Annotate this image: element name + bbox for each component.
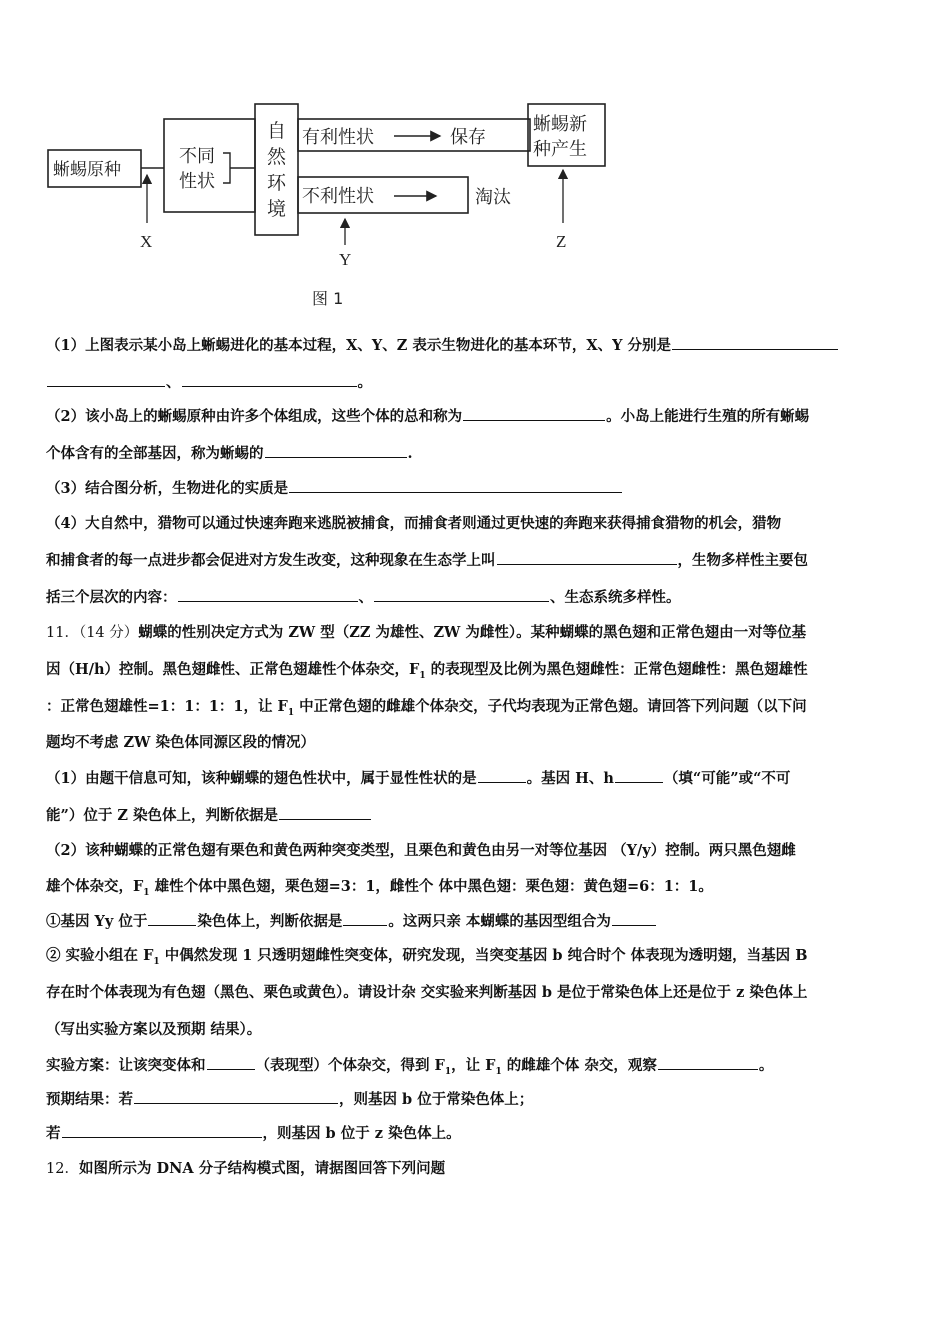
subscript: 1 [495, 1066, 502, 1077]
eliminate-label: 淘汰 [475, 187, 511, 208]
text: 。 [357, 374, 372, 391]
q10-part3 [46, 470, 908, 507]
text: 、 [166, 374, 181, 391]
text: （1）上图表示某小岛上蜥蜴进化的基本过程，X、Y、Z 表示生物进化的基本环节，X、Y 分别是 [46, 337, 671, 354]
answer-blank[interactable] [47, 370, 165, 387]
text: （2）该种蝴蝶的正常色翅有栗色和黄色两种突变类型，且栗色和黄色由另一对等位基因 （Y/y）控制。两只黑色翅雌 [46, 842, 796, 859]
answer-blank[interactable] [497, 548, 677, 565]
text: 预期结果：若 [46, 1091, 133, 1108]
new-species-2: 种产生 [533, 139, 587, 160]
subscript: 1 [287, 707, 295, 718]
text: ：正常色翅雄性=1：1：1：1，让 F [46, 698, 288, 715]
text: （4）大自然中，猎物可以通过快速奔跑来逃脱被捕食，而捕食者则通过更快速的奔跑来获得捕食猎物的机会，猎物 [46, 515, 782, 532]
text: （填“可能”或“不可 [663, 770, 791, 787]
q11-stem-line4 [46, 724, 908, 761]
q11-part2-sub1 [46, 903, 908, 940]
answer-blank[interactable] [279, 803, 371, 820]
text: （3）结合图分析，生物进化的实质是 [46, 480, 289, 497]
text: （1）由题干信息可知，该种蝴蝶的翅色性状中，属于显性性状的是 [46, 770, 477, 787]
keep-label: 保存 [450, 127, 486, 148]
text: 个体含有的全部基因，称为蜥蜴的 [46, 445, 264, 462]
text: 中正常色翅的雌雄个体杂交，子代均表现为正常色翅。请回答下列问题（以下问 [294, 698, 807, 715]
text: 雄个体杂交，F [46, 878, 144, 895]
text: 雄性个体中黑色翅，栗色翅=3：1，雌性个 体中黑色翅：栗色翅：黄色翅=6：1：1。 [149, 878, 713, 895]
text: 中偶然发现 1 只透明翅雌性突变体，研究发现，当突变基因 b 纯合时个 体表现为透明翅，当基因 B [159, 947, 808, 964]
figure-caption: 图 1 [312, 289, 344, 308]
text: 染色体上，判断依据是 [197, 913, 343, 930]
q10-part2-line1 [46, 398, 908, 435]
text: ①基因 Yy 位于 [46, 913, 148, 930]
env-2: 然 [267, 146, 287, 168]
q11-part1-line2 [46, 797, 908, 834]
answer-blank[interactable] [343, 909, 387, 926]
text: ，生物多样性主要包 [677, 552, 808, 569]
text: 。基因 H、h [526, 770, 614, 787]
question-number: 11．（14 分） [46, 625, 139, 641]
text: 若 [46, 1125, 61, 1142]
text: 题均不考虑 ZW 染色体同源区段的情况） [46, 734, 315, 751]
text: 的表现型及比例为黑色翅雌性：正常色翅雌性：黑色翅雄性 [425, 661, 808, 678]
text: 。这两只亲 本蝴蝶的基因型组合为 [388, 913, 611, 930]
evolution-figure [40, 95, 620, 320]
q10-part2-line2 [46, 435, 908, 472]
box-origin: 蜥蜴原种 [53, 160, 121, 180]
text: 能”）位于 Z 染色体上，判断依据是 [46, 807, 279, 824]
q11-part1-line1 [46, 760, 908, 797]
env-4: 境 [267, 198, 287, 220]
text: 的雌雄个体 杂交，观察 [501, 1057, 657, 1074]
text: 实验方案：让该突变体和 [46, 1057, 206, 1074]
label-z: Z [556, 232, 567, 251]
text: 、 [358, 589, 373, 606]
answer-blank[interactable] [207, 1053, 255, 1070]
answer-blank[interactable] [62, 1121, 262, 1138]
text: 如图所示为 DNA 分子结构模式图，请据图回答下列问题 [78, 1160, 446, 1177]
text: 存在时个体表现为有色翅（黑色、栗色或黄色）。请设计杂 交实验来判断基因 b 是位于常染色体上还是位于 z 染色体上 [46, 984, 808, 1001]
answer-blank[interactable] [463, 404, 605, 421]
text: （写出实验方案以及预期 结果）。 [46, 1021, 262, 1038]
label-x: X [140, 232, 153, 251]
subscript: 1 [153, 956, 160, 967]
q11-part2-sub2-line2 [46, 974, 908, 1011]
text: ，则基因 b 位于常染色体上； [339, 1091, 534, 1108]
env-1: 自 [267, 120, 287, 142]
answer-blank[interactable] [182, 370, 357, 387]
subscript: 1 [444, 1066, 452, 1077]
question-number: 12． [46, 1161, 79, 1177]
q11-expected-result-2 [46, 1115, 908, 1152]
favorable-label: 有利性状 [302, 127, 374, 148]
text: ，则基因 b 位于 z 染色体上。 [262, 1125, 461, 1142]
answer-blank[interactable] [672, 333, 838, 350]
text: 。小岛上能进行生殖的所有蜥蜴 [606, 408, 810, 425]
q11-part2-line1 [46, 832, 908, 869]
new-species-1: 蜥蜴新 [533, 114, 587, 135]
q11-expected-result-1 [46, 1081, 908, 1118]
text: 、生态系统多样性。 [550, 589, 681, 606]
answer-blank[interactable] [289, 476, 622, 493]
text: 因（H/h）控制。黑色翅雌性、正常色翅雄性个体杂交，F [46, 661, 420, 678]
text: 蝴蝶的性别决定方式为 ZW 型（ZZ 为雄性、ZW 为雌性）。某种蝴蝶的黑色翅和正常色翅由一对等位基 [138, 624, 807, 641]
answer-blank[interactable] [265, 441, 407, 458]
env-3: 环 [267, 172, 287, 194]
q10-part1-line1 [46, 327, 908, 364]
q10-part4-line2 [46, 542, 908, 579]
answer-blank[interactable] [178, 585, 358, 602]
text: ，让 F [451, 1057, 496, 1074]
text: 。 [758, 1057, 774, 1074]
text: （表现型）个体杂交，得到 F [255, 1057, 445, 1074]
text: （2）该小岛上的蜥蜴原种由许多个体组成，这些个体的总和称为 [46, 408, 463, 425]
answer-blank[interactable] [134, 1087, 338, 1104]
answer-blank[interactable] [658, 1053, 758, 1070]
q10-part1-line2 [46, 364, 908, 401]
answer-blank[interactable] [374, 585, 549, 602]
q11-stem-line1 [46, 614, 908, 652]
answer-blank[interactable] [148, 909, 196, 926]
subscript: 1 [419, 670, 426, 681]
q10-part4-line3 [46, 579, 908, 616]
answer-blank[interactable] [615, 766, 663, 783]
q10-part4-line1 [46, 505, 908, 542]
text: 括三个层次的内容： [46, 589, 177, 606]
box-traits-1: 不同 [179, 146, 215, 167]
unfavorable-label: 不利性状 [302, 186, 374, 207]
subscript: 1 [143, 887, 150, 898]
answer-blank[interactable] [478, 766, 526, 783]
text: 和捕食者的每一点进步都会促进对方发生改变，这种现象在生态学上叫 [46, 552, 496, 569]
label-y: Y [339, 250, 352, 269]
q12-stem [46, 1150, 908, 1188]
text: ② 实验小组在 F [46, 947, 154, 964]
answer-blank[interactable] [612, 909, 656, 926]
text: . [407, 445, 413, 462]
box-traits-2: 性状 [179, 171, 215, 192]
q11-part2-sub2-line3 [46, 1011, 908, 1048]
